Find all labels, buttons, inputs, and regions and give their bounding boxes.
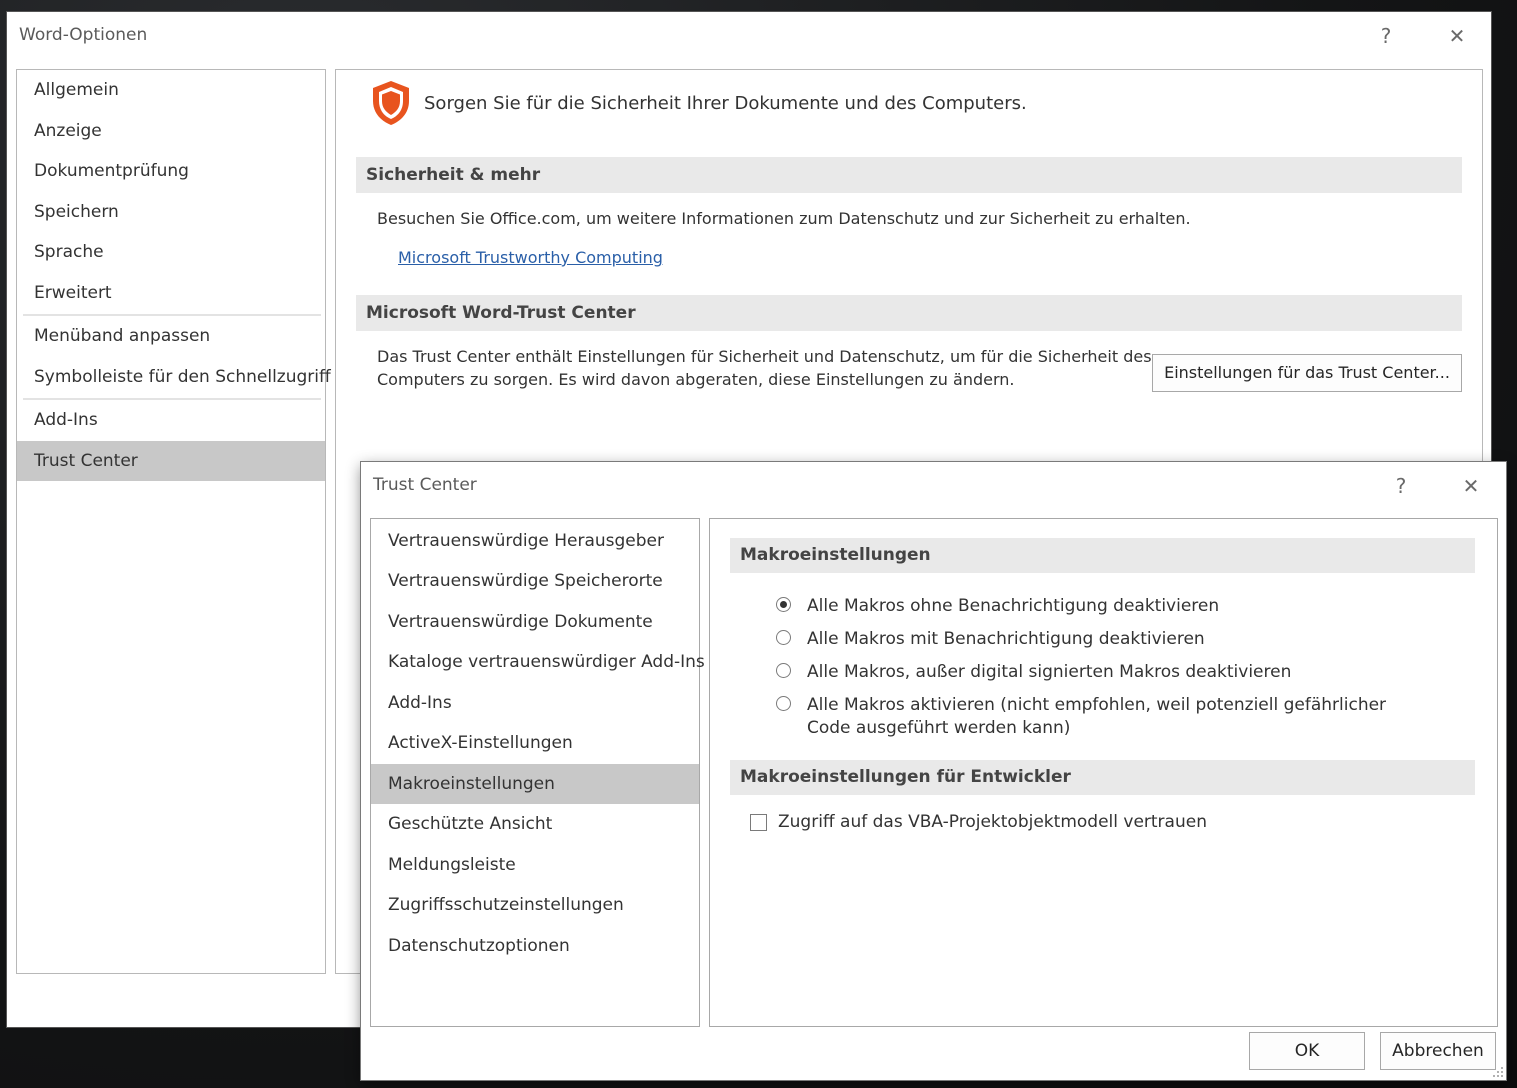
nav-item-menueband-anpassen[interactable]: Menüband anpassen — [34, 326, 211, 346]
page-headline: Sorgen Sie für die Sicherheit Ihrer Dokumente und des Computers. — [424, 93, 1027, 114]
nav-item-schnellzugriff[interactable]: Symbolleiste für den Schnellzugriff — [34, 367, 331, 387]
close-icon[interactable]: ✕ — [1462, 474, 1480, 498]
shield-icon — [370, 79, 412, 127]
trustworthy-computing-link[interactable]: Microsoft Trustworthy Computing — [398, 248, 663, 267]
nav-item-add-ins[interactable]: Add-Ins — [34, 410, 98, 430]
tc-nav-geschuetzte-ansicht[interactable]: Geschützte Ansicht — [388, 814, 553, 834]
nav-item-allgemein[interactable]: Allgemein — [34, 80, 119, 100]
radio-label: Alle Makros aktivieren (nicht empfohlen, weil potenziell gefährlicher Code ausgeführt werden kann) — [807, 695, 1387, 738]
nav-item-trust-center[interactable]: Trust Center — [17, 441, 325, 481]
radio-selected-dot — [780, 601, 787, 608]
radio-button[interactable] — [776, 597, 791, 612]
tc-nav-activex[interactable]: ActiveX-Einstellungen — [388, 733, 573, 753]
tc-nav-zugriffsschutz[interactable]: Zugriffsschutzeinstellungen — [388, 895, 624, 915]
ok-button[interactable]: OK — [1249, 1032, 1365, 1070]
radio-label: Alle Makros ohne Benachrichtigung deaktivieren — [807, 596, 1220, 616]
tc-nav-kataloge[interactable]: Kataloge vertrauenswürdiger Add-Ins — [388, 652, 705, 672]
trust-center-navigation — [370, 518, 705, 1027]
trust-center-description-line1: Das Trust Center enthält Einstellungen für Sicherheit und Datenschutz, um für die Sicherheit des — [377, 347, 1152, 366]
nav-item-sprache[interactable]: Sprache — [34, 242, 104, 262]
trust-center-settings-button[interactable]: Einstellungen für das Trust Center... — [1152, 354, 1462, 392]
dialog-title: Trust Center — [373, 475, 477, 495]
radio-label: Alle Makros, außer digital signierten Makros deaktivieren — [807, 662, 1292, 682]
cancel-button[interactable]: Abbrechen — [1380, 1032, 1496, 1070]
tc-nav-meldungsleiste[interactable]: Meldungsleiste — [388, 855, 516, 875]
nav-item-anzeige[interactable]: Anzeige — [34, 121, 102, 141]
tc-nav-datenschutz[interactable]: Datenschutzoptionen — [388, 936, 570, 956]
tc-nav-dokumente[interactable]: Vertrauenswürdige Dokumente — [388, 612, 653, 632]
trust-center-description-line2: Computers zu sorgen. Es wird davon abgeraten, diese Einstellungen zu ändern. — [377, 370, 1015, 389]
help-icon[interactable]: ? — [1380, 24, 1392, 48]
help-icon[interactable]: ? — [1395, 474, 1407, 498]
section-heading-trust-center: Microsoft Word-Trust Center — [356, 295, 1462, 331]
trust-center-dialog — [361, 462, 1506, 1080]
window-title: Word-Optionen — [19, 25, 148, 45]
tc-nav-makroeinstellungen[interactable]: Makroeinstellungen — [371, 764, 699, 804]
tc-nav-add-ins[interactable]: Add-Ins — [388, 693, 452, 713]
section-heading-security: Sicherheit & mehr — [356, 157, 1462, 193]
nav-item-dokumentpruefung[interactable]: Dokumentprüfung — [34, 161, 189, 181]
nav-item-erweitert[interactable]: Erweitert — [34, 283, 112, 303]
vba-trust-label: Zugriff auf das VBA-Projektobjektmodell vertrauen — [778, 812, 1207, 832]
tc-nav-herausgeber[interactable]: Vertrauenswürdige Herausgeber — [388, 531, 665, 551]
nav-item-speichern[interactable]: Speichern — [34, 202, 119, 222]
radio-button[interactable] — [776, 696, 791, 711]
radio-button[interactable] — [776, 663, 791, 678]
radio-label: Alle Makros mit Benachrichtigung deaktivieren — [807, 629, 1205, 649]
macro-settings-panel — [709, 518, 1498, 1027]
tc-nav-speicherorte[interactable]: Vertrauenswürdige Speicherorte — [388, 571, 663, 591]
vba-trust-checkbox[interactable] — [750, 814, 767, 831]
resize-grip-icon[interactable] — [1492, 1066, 1504, 1078]
security-description: Besuchen Sie Office.com, um weitere Informationen zum Datenschutz und zur Sicherheit zu erhalten. — [377, 209, 1191, 228]
radio-button[interactable] — [776, 630, 791, 645]
close-icon[interactable]: ✕ — [1448, 24, 1466, 48]
section-heading-macro-settings: Makroeinstellungen — [730, 538, 1475, 573]
options-navigation — [16, 69, 331, 974]
section-heading-developer: Makroeinstellungen für Entwickler — [730, 760, 1475, 795]
